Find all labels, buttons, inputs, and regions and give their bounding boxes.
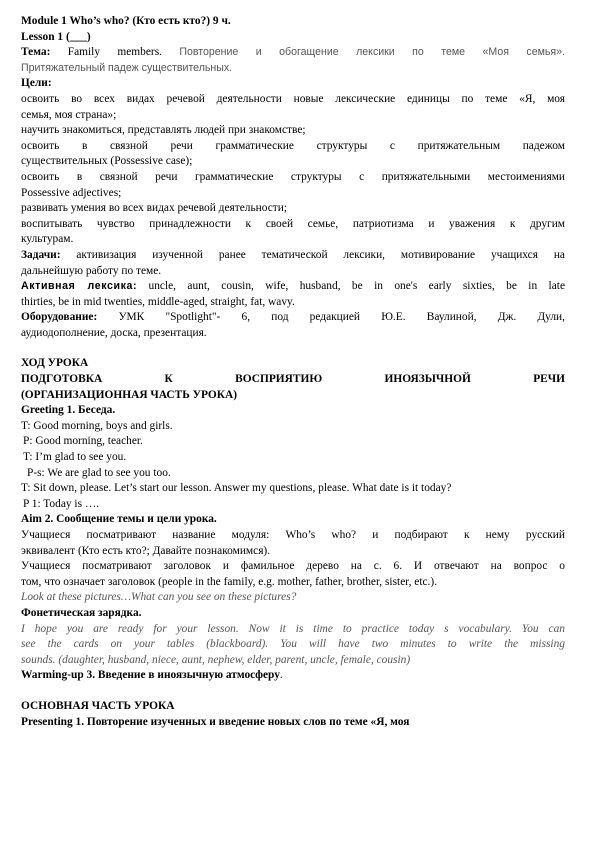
topic-line: [21, 45, 565, 61]
goal-1-cont: семья, моя страна»;: [21, 108, 117, 121]
warming-up-heading: Warming-up 3. Введение в иноязычную атмосферу: [21, 669, 280, 682]
tasks-text: активизация изученной ранее тематической лексики, мотивирование учащихся на: [76, 248, 565, 261]
lesson-number: Lesson 1 (___): [21, 30, 91, 43]
goal-4-cont: Possessive adjectives;: [21, 186, 122, 199]
tasks-cont: дальнейшую работу по теме.: [21, 264, 162, 277]
spacer: [21, 684, 565, 699]
dialog-line-2: P: Good morning, teacher.: [23, 435, 143, 448]
goal-1: освоить во всех видах речевой деятельности новые лексические единицы по теме «Я, моя: [21, 92, 565, 105]
goal-4: освоить в связной речи грамматические структуры с притяжательными местоимениями: [21, 170, 565, 183]
dialog-line-6: P 1: Today is ….: [23, 497, 100, 510]
goal-5: развивать умения во всех видах речевой деятельности;: [21, 202, 288, 215]
active-vocab-label: Активная лексика:: [21, 280, 138, 293]
topic-en: Family members.: [67, 46, 162, 59]
module-title: Module 1 Who’s who? (Кто есть кто?) 9 ч.: [21, 15, 231, 27]
dialog-line-3: T: I’m glad to see you.: [23, 451, 127, 464]
topic-ru: Повторение и обогащение лексики по теме «Моя семья».: [179, 46, 565, 59]
aim-paragraph-2: Учащиеся посматривают заголовок и фамильное дерево на с. 6. И отвечают на вопрос о: [21, 560, 565, 573]
active-vocab-line: [21, 279, 565, 295]
goal-3: освоить в связной речи грамматические структуры с притяжательным падежом: [21, 139, 565, 152]
goal-2: научить знакомиться, представлять людей при знакомстве;: [21, 124, 306, 137]
dialog-line-5: T: Sit down, please. Let’s start our lesson. Answer my questions, please. What date is it today?: [21, 482, 452, 495]
equipment-cont: аудиодополнение, доска, презентация.: [21, 326, 207, 339]
dialog-line-1: T: Good morning, boys and girls.: [21, 419, 173, 432]
main-part-heading: ОСНОВНАЯ ЧАСТЬ УРОКА: [21, 699, 175, 712]
active-vocab-text: uncle, aunt, cousin, wife, husband, be in one's early sixties, be in late: [148, 280, 566, 293]
equipment-line: [21, 310, 565, 326]
aim-paragraph-2-cont: том, что означает заголовок (people in the family, e.g. mother, father, brother, sister, etc.).: [21, 575, 438, 588]
warming-up-dot: .: [279, 669, 283, 682]
tasks-label: Задачи:: [21, 248, 61, 261]
equipment-label: Оборудование:: [21, 311, 98, 324]
lesson-plan-heading: ХОД УРОКА: [21, 357, 89, 370]
preparation-heading-cont: (ОРГАНИЗАЦИОННАЯ ЧАСТЬ УРОКА): [21, 388, 238, 401]
spacer: [21, 341, 565, 356]
topic-ru-cont: Притяжательный падеж существительных.: [21, 61, 233, 74]
equipment-text: УМК "Spotlight"- 6, под редакцией Ю.Е. Ваулиной, Дж. Дули,: [118, 311, 565, 324]
phonetic-text-2: see the cards on your tables (blackboard). You will have two minutes to write the missing: [21, 638, 565, 651]
phonetic-text-1: I hope you are ready for your lesson. Now it is time to practice today s vocabulary. You can: [21, 622, 565, 635]
dialog-line-4: P-s: We are glad to see you too.: [27, 466, 171, 479]
phonetic-heading: Фонетическая зарядка.: [21, 606, 142, 619]
goals-label: Цели:: [21, 77, 52, 90]
aim-heading: Aim 2. Сообщение темы и цели урока.: [21, 513, 217, 526]
greeting-heading: Greeting 1. Беседа.: [21, 404, 116, 417]
presenting-heading: Presenting 1. Повторение изученных и введение новых слов по теме «Я, моя: [21, 715, 410, 728]
goal-6: воспитывать чувство принадлежности к своей семье, патриотизма и уважения к другим: [21, 217, 565, 230]
phonetic-text-3: sounds. (daughter, husband, niece, aunt, nephew, elder, parent, uncle, female, cousin): [21, 653, 411, 666]
goal-6-cont: культурам.: [21, 233, 74, 246]
look-question: Look at these pictures…What can you see on these pictures?: [21, 591, 297, 604]
goal-3-cont: существительных (Possessive case);: [21, 155, 193, 168]
preparation-heading: ПОДГОТОВКА К ВОСПРИЯТИЮ ИНОЯЗЫЧНОЙ РЕЧИ: [21, 373, 565, 386]
aim-paragraph-1: Учащиеся посматривают название модуля: Who’s who? и подбирают к нему русский: [21, 529, 565, 541]
tasks-line: [21, 248, 565, 264]
warming-up-line: [21, 668, 565, 684]
topic-label: Тема:: [21, 46, 51, 59]
aim-paragraph-1-cont: эквивалент (Кто есть кто?; Давайте познакомимся).: [21, 544, 271, 557]
active-vocab-cont: thirties, be in mid twenties, middle-aged, straight, fat, wavy.: [21, 295, 295, 308]
